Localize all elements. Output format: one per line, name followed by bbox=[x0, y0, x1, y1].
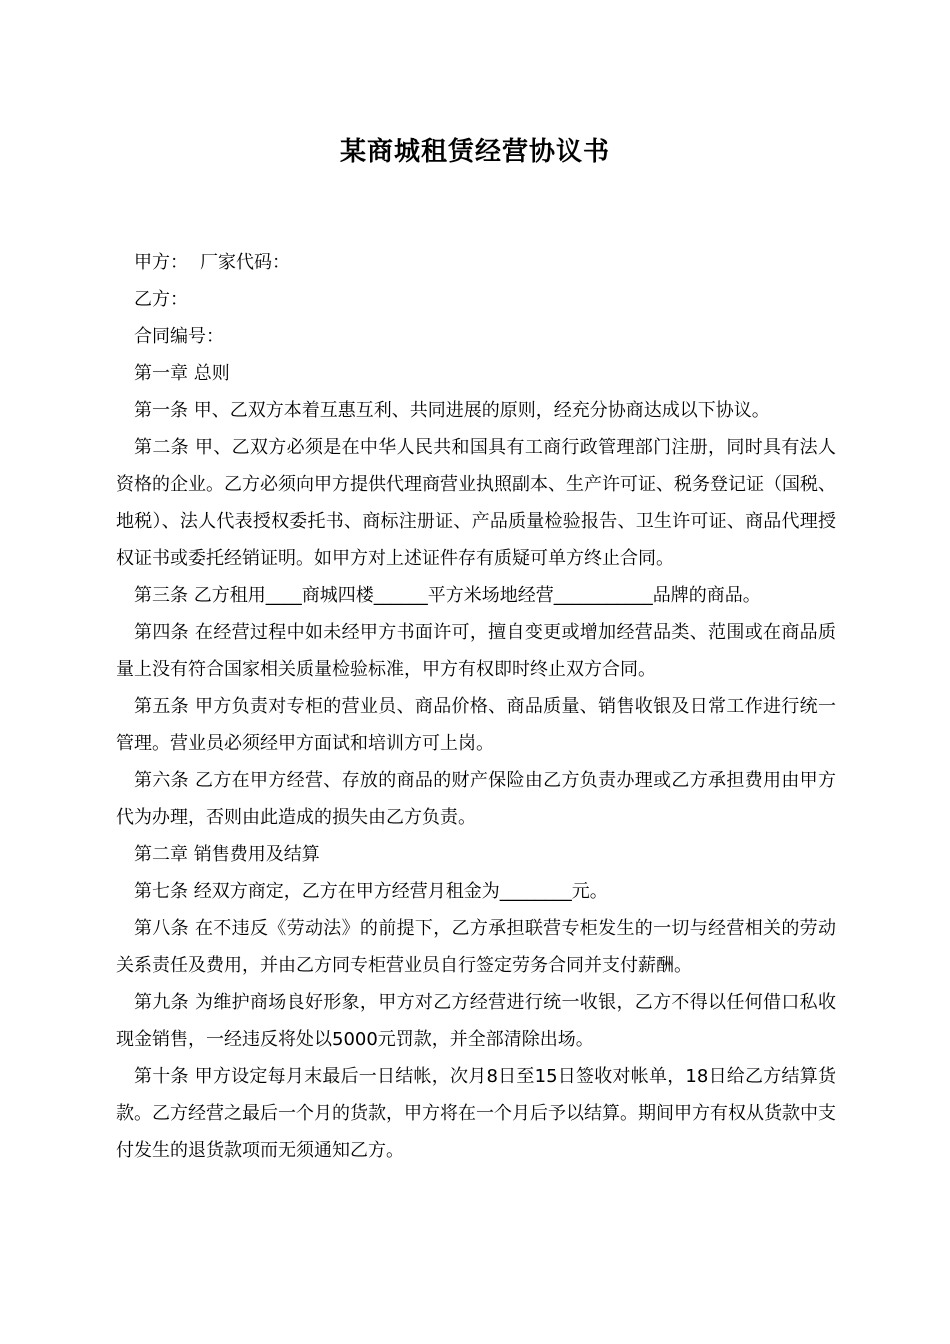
article-5: 第五条 甲方负责对专柜的营业员、商品价格、商品质量、销售收银及日常工作进行统一管理。营业员必须经甲方面试和培训方可上岗。 bbox=[116, 696, 836, 754]
article-7: 第七条 经双方商定，乙方在甲方经营月租金为________元。 bbox=[134, 881, 608, 902]
party-b-line: 乙方： bbox=[134, 289, 188, 310]
manufacturer-code-label: 厂家代码： bbox=[200, 252, 290, 273]
article-1: 第一条 甲、乙双方本着互惠互利、共同进展的原则，经充分协商达成以下协议。 bbox=[134, 400, 770, 421]
article-4: 第四条 在经营过程中如未经甲方书面许可，擅自变更或增加经营品类、范围或在商品质量上没有符合国家相关质量检验标准，甲方有权即时终止双方合同。 bbox=[116, 622, 836, 680]
party-a-label: 甲方： bbox=[134, 252, 188, 273]
article-8: 第八条 在不违反《劳动法》的前提下，乙方承担联营专柜发生的一切与经营相关的劳动关系责任及费用，并由乙方同专柜营业员自行签定劳务合同并支付薪酬。 bbox=[116, 918, 836, 976]
contract-number-line: 合同编号： bbox=[134, 326, 224, 347]
article-3: 第三条 乙方租用____商城四楼______平方米场地经营___________品牌的商品。 bbox=[134, 585, 761, 606]
article-10: 第十条 甲方设定每月末最后一日结帐，次月8日至15日签收对帐单，18日给乙方结算货款。乙方经营之最后一个月的货款，甲方将在一个月后予以结算。期间甲方有权从货款中支付发生的退货款项而无须通知乙方。 bbox=[116, 1066, 836, 1161]
chapter-1-heading: 第一章 总则 bbox=[134, 363, 230, 384]
document-body bbox=[116, 244, 836, 1169]
document-title: 某商城租赁经营协议书 bbox=[339, 137, 610, 167]
chapter-2-heading: 第二章 销售费用及结算 bbox=[134, 844, 320, 865]
article-6: 第六条 乙方在甲方经营、存放的商品的财产保险由乙方负责办理或乙方承担费用由甲方代为办理，否则由此造成的损失由乙方负责。 bbox=[116, 770, 836, 828]
party-a-line bbox=[116, 244, 836, 281]
article-2: 第二条 甲、乙双方必须是在中华人民共和国具有工商行政管理部门注册，同时具有法人资格的企业。乙方必须向甲方提供代理商营业执照副本、生产许可证、税务登记证（国税、地税）、法人代表授权委托书、商标注册证、产品质量检验报告、卫生许可证、商品代理授权证书或委托经销证明。如甲方对上述证件存有质疑可单方终止合同。 bbox=[116, 437, 836, 569]
article-9: 第九条 为维护商场良好形象，甲方对乙方经营进行统一收银，乙方不得以任何借口私收现金销售，一经违反将处以5000元罚款，并全部清除出场。 bbox=[116, 992, 836, 1050]
